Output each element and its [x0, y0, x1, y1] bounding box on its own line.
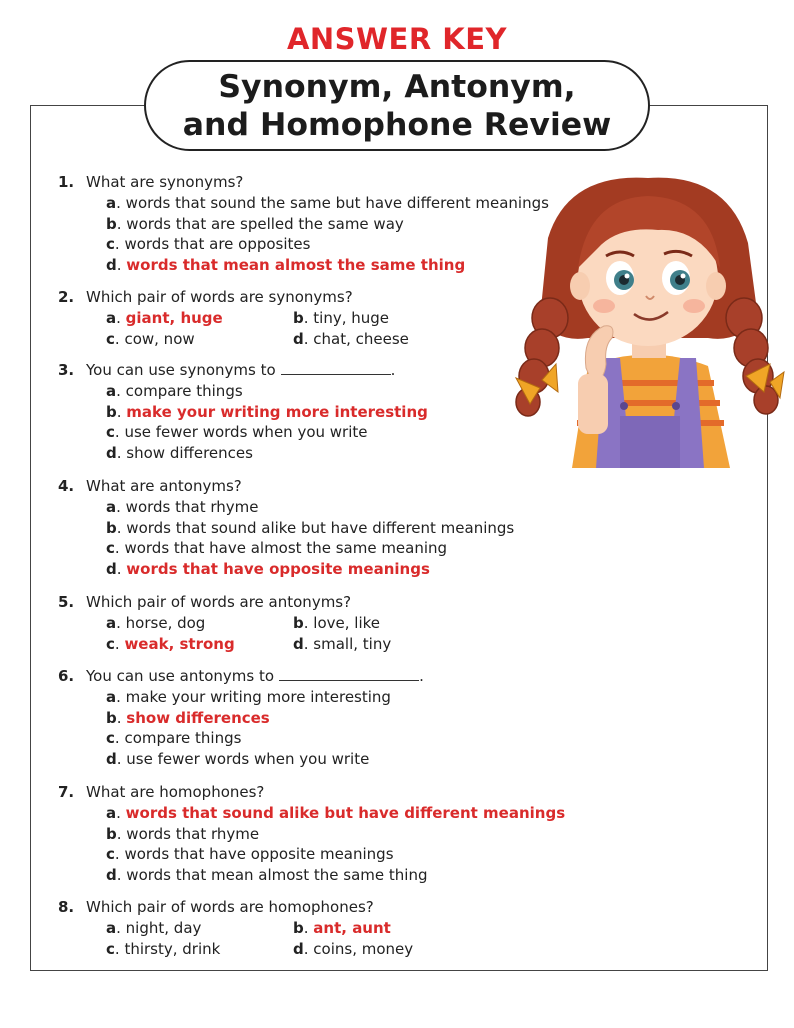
option-text: compare things	[125, 381, 243, 400]
title-banner	[144, 60, 650, 151]
option-text: use fewer words when you write	[126, 750, 370, 769]
option-line	[58, 381, 428, 402]
option-text: show differences	[126, 444, 253, 463]
option-letter: d	[106, 444, 117, 463]
option-letter: d	[106, 560, 117, 579]
option-line	[58, 193, 549, 214]
option-c: c. weak, strong	[106, 634, 235, 653]
question-text: Which pair of words are homophones?	[86, 898, 374, 916]
title-line-1: Synonym, Antonym,	[218, 69, 576, 105]
question-number: 7.	[58, 783, 75, 801]
option-text: chat, cheese	[313, 329, 409, 348]
question-number: 8.	[58, 898, 75, 916]
question-text: What are synonyms?	[86, 173, 244, 191]
option-text: use fewer words when you write	[124, 423, 368, 442]
option-c: c. words that are opposites	[106, 235, 311, 254]
option-letter: c	[106, 423, 115, 442]
option-text: cow, now	[124, 329, 195, 348]
option-row	[58, 329, 409, 350]
question-stem	[58, 666, 424, 687]
option-letter: a	[106, 308, 117, 327]
option-c: c. thirsty, drink	[106, 939, 221, 958]
option-line	[58, 538, 514, 559]
option-text: words that have almost the same meaning	[124, 539, 448, 558]
question-stem	[58, 782, 565, 803]
question-8	[58, 897, 413, 959]
option-line	[58, 402, 428, 423]
option-letter: b	[106, 824, 117, 843]
option-a: a. giant, huge	[106, 308, 223, 327]
option-a: a. words that sound the same but have different meanings	[106, 193, 549, 212]
option-letter: b	[106, 518, 117, 537]
option-letter: b	[106, 214, 117, 233]
correct-answer-text: make your writing more interesting	[126, 402, 428, 421]
question-7	[58, 782, 565, 886]
option-line	[58, 865, 565, 886]
option-text: horse, dog	[125, 613, 206, 632]
option-d: d. words that mean almost the same thing	[106, 866, 428, 885]
answer-key-heading: ANSWER KEY	[286, 22, 508, 56]
option-c: c. cow, now	[106, 329, 195, 348]
option-d: d. words that mean almost the same thing	[106, 256, 466, 275]
option-d: d. small, tiny	[293, 634, 392, 653]
option-line	[58, 749, 424, 770]
option-b: b. words that sound alike but have different meanings	[106, 518, 515, 537]
question-text: What are homophones?	[86, 783, 265, 801]
option-text: tiny, huge	[313, 308, 390, 327]
question-number: 5.	[58, 593, 75, 611]
option-letter: b	[106, 402, 117, 421]
option-line	[58, 234, 549, 255]
option-d: d. use fewer words when you write	[106, 750, 370, 769]
option-b: b. love, like	[293, 613, 380, 632]
question-6	[58, 666, 424, 770]
option-text: words that rhyme	[126, 824, 260, 843]
question-number: 4.	[58, 477, 75, 495]
option-line	[58, 422, 428, 443]
option-a: a. horse, dog	[106, 613, 206, 632]
question-text: You can use antonyms to	[86, 667, 275, 685]
option-text: words that mean almost the same thing	[126, 866, 428, 885]
option-text: thirsty, drink	[124, 939, 221, 958]
correct-answer-text: words that have opposite meanings	[126, 560, 430, 579]
option-d: d. words that have opposite meanings	[106, 560, 430, 579]
option-row	[58, 918, 413, 939]
option-d: d. chat, cheese	[293, 329, 409, 348]
option-letter: d	[106, 866, 117, 885]
option-a: a. words that rhyme	[106, 497, 259, 516]
option-letter: b	[293, 918, 304, 937]
option-line	[58, 687, 424, 708]
option-c: c. use fewer words when you write	[106, 423, 368, 442]
option-letter: a	[106, 613, 117, 632]
title-line-2: and Homophone Review	[182, 107, 612, 143]
option-b: b. words that are spelled the same way	[106, 214, 404, 233]
option-letter: d	[293, 634, 304, 653]
question-stem	[58, 592, 391, 613]
option-a: a. make your writing more interesting	[106, 687, 391, 706]
option-letter: d	[293, 329, 304, 348]
option-row	[58, 613, 391, 634]
correct-answer-text: show differences	[126, 708, 270, 727]
girl-illustration	[508, 168, 790, 468]
option-letter: c	[106, 634, 115, 653]
question-2	[58, 287, 409, 349]
stem-period: .	[419, 667, 424, 685]
option-letter: b	[106, 708, 117, 727]
question-number: 1.	[58, 173, 75, 191]
option-text: words that are opposites	[124, 235, 311, 254]
question-stem	[58, 897, 413, 918]
option-text: compare things	[124, 729, 242, 748]
option-text: words that are spelled the same way	[126, 214, 404, 233]
stem-period: .	[390, 361, 396, 379]
option-text: words that rhyme	[125, 497, 259, 516]
option-letter: a	[106, 803, 117, 822]
question-number: 6.	[58, 667, 75, 685]
option-text: night, day	[125, 918, 202, 937]
option-line	[58, 708, 424, 729]
option-text: words that have opposite meanings	[124, 845, 394, 864]
option-letter: c	[106, 939, 115, 958]
option-line	[58, 497, 514, 518]
question-text: What are antonyms?	[86, 477, 242, 495]
option-letter: a	[106, 497, 117, 516]
option-a: a. words that sound alike but have different meanings	[106, 803, 566, 822]
option-letter: a	[106, 918, 117, 937]
question-stem	[58, 287, 409, 308]
option-line	[58, 443, 428, 464]
option-c: c. words that have opposite meanings	[106, 845, 394, 864]
question-number: 2.	[58, 288, 75, 306]
option-letter: a	[106, 687, 117, 706]
option-line	[58, 728, 424, 749]
answer-blank	[279, 667, 419, 681]
option-a: a. night, day	[106, 918, 202, 937]
question-text: You can use synonyms to	[86, 361, 276, 379]
question-stem	[58, 476, 514, 497]
option-line	[58, 559, 514, 580]
option-text: love, like	[313, 613, 380, 632]
option-c: c. compare things	[106, 729, 242, 748]
option-letter: c	[106, 729, 115, 748]
option-text: words that sound the same but have different meanings	[125, 193, 549, 212]
question-stem	[58, 360, 428, 381]
answer-blank	[281, 361, 391, 375]
option-d: d. show differences	[106, 444, 253, 463]
option-text: small, tiny	[313, 634, 392, 653]
option-letter: c	[106, 539, 115, 558]
correct-answer-text: words that sound alike but have different meanings	[125, 803, 566, 822]
option-line	[58, 255, 549, 276]
option-row	[58, 634, 391, 655]
question-number: 3.	[58, 361, 75, 379]
option-text: words that sound alike but have different meanings	[126, 518, 515, 537]
option-letter: d	[293, 939, 304, 958]
question-3	[58, 360, 428, 464]
option-b: b. make your writing more interesting	[106, 402, 428, 421]
option-b: b. show differences	[106, 708, 270, 727]
correct-answer-text: giant, huge	[125, 308, 223, 327]
option-d: d. coins, money	[293, 939, 414, 958]
question-stem	[58, 172, 549, 193]
option-line	[58, 803, 565, 824]
question-5	[58, 592, 391, 654]
option-letter: d	[106, 750, 117, 769]
option-line	[58, 518, 514, 539]
option-line	[58, 214, 549, 235]
option-letter: c	[106, 235, 115, 254]
option-a: a. compare things	[106, 381, 243, 400]
option-line	[58, 824, 565, 845]
option-letter: a	[106, 193, 117, 212]
option-letter: c	[106, 329, 115, 348]
option-row	[58, 308, 409, 329]
correct-answer-text: ant, aunt	[313, 918, 391, 937]
question-text: Which pair of words are synonyms?	[86, 288, 353, 306]
option-text: coins, money	[313, 939, 414, 958]
option-b: b. ant, aunt	[293, 918, 391, 937]
option-row	[58, 939, 413, 960]
question-4	[58, 476, 514, 580]
question-text: Which pair of words are antonyms?	[86, 593, 352, 611]
option-b: b. tiny, huge	[293, 308, 390, 327]
correct-answer-text: weak, strong	[124, 634, 235, 653]
option-letter: c	[106, 845, 115, 864]
option-c: c. words that have almost the same meaning	[106, 539, 448, 558]
option-b: b. words that rhyme	[106, 824, 260, 843]
option-line	[58, 844, 565, 865]
option-letter: a	[106, 381, 117, 400]
question-1	[58, 172, 549, 276]
option-letter: b	[293, 613, 304, 632]
option-letter: d	[106, 256, 117, 275]
option-text: make your writing more interesting	[125, 687, 391, 706]
correct-answer-text: words that mean almost the same thing	[126, 256, 466, 275]
option-letter: b	[293, 308, 304, 327]
